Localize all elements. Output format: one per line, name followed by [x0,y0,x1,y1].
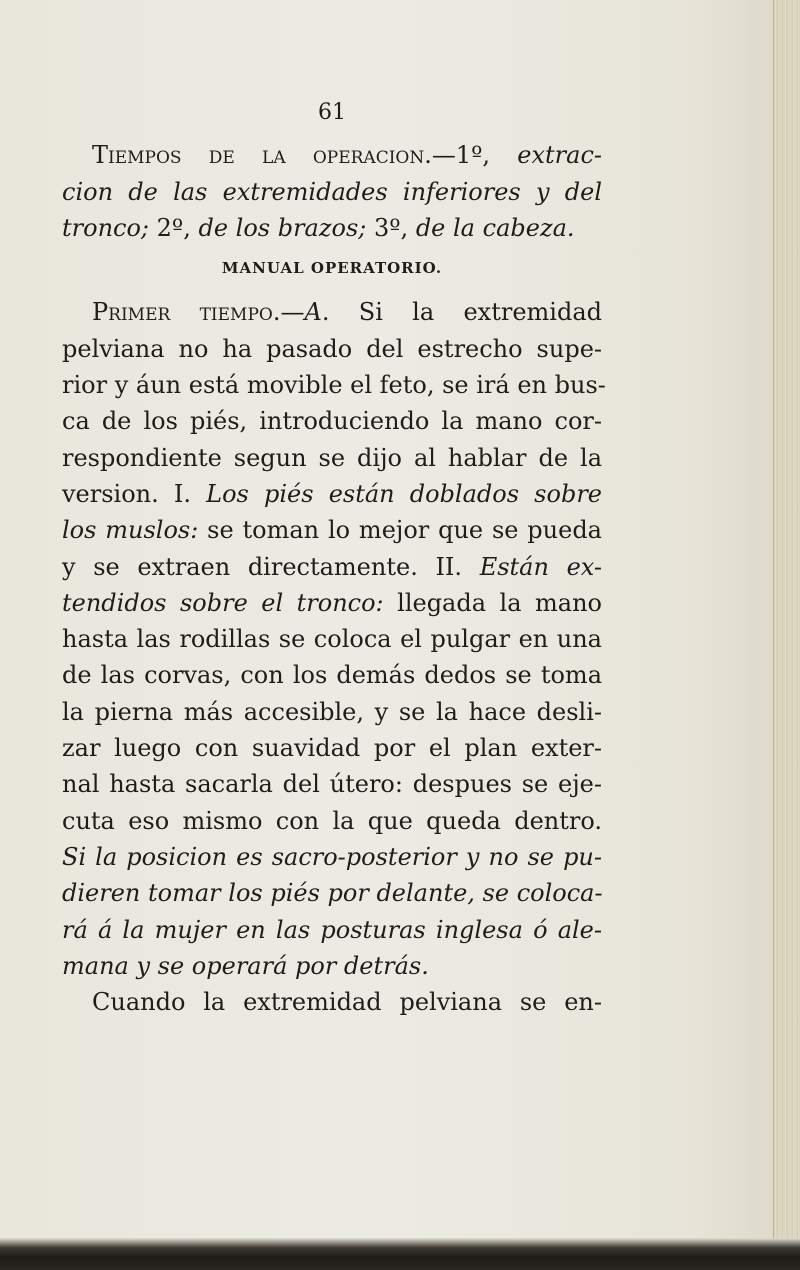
text-line [62,403,602,439]
text-line [62,657,602,693]
text-segment: de las corvas, con los demás dedos se toma [62,661,602,690]
text-segment: 3º, [374,213,416,242]
text-segment: nal hasta sacarla del útero: despues se eje- [62,770,602,799]
text-segment: zar luego con suavidad por el plan exter- [62,734,602,763]
text-segment: los muslos: [62,516,208,545]
section-heading: MANUAL OPERATORIO. [221,259,443,278]
text-line [62,331,602,367]
text-segment: Si la posicion es sacro-posterior y no se pu- [62,842,602,871]
page-number: 61 [318,100,346,125]
text-line [62,512,602,548]
text-segment: tronco; [62,213,157,242]
text-segment: .—1º, [424,141,518,170]
text-segment: la pierna más accesible, y se la hace desli- [62,697,602,726]
text-line [62,210,602,246]
text-line [62,803,602,839]
text-line [62,367,606,403]
text-segment: Los piés están doblados sobre [206,479,602,508]
text-segment: cuta eso mismo con la que queda dentro. [62,806,602,835]
text-line [62,984,602,1020]
text-line [62,912,602,948]
page-edge-bottom [0,1238,800,1270]
text-line [62,137,602,173]
text-segment: de los brazos; [198,213,374,242]
text-segment: tendidos sobre el tronco: [62,588,398,617]
text-segment: llegada la mano [397,588,602,617]
text-line [62,839,602,875]
text-line [62,440,602,476]
body-text [62,137,606,1020]
text-line [62,476,602,512]
text-line [62,875,602,911]
text-segment: extrac- [517,141,602,170]
text-line [62,174,602,210]
text-segment: cion de las extremidades inferiores y del [62,177,602,206]
text-line [62,766,602,802]
text-segment: mana y se operará por detrás. [62,951,429,980]
text-segment: y se extraen directamente. II. [62,552,480,581]
text-segment: Están ex- [479,552,602,581]
text-segment: Primer tiempo [92,298,273,327]
page-edge-right [773,0,800,1240]
text-segment: rior y áun está movible el feto, se irá en bus- [62,371,606,400]
text-segment: 2º, [156,213,199,242]
text-segment: respondiente segun se dijo al hablar de la [62,443,602,472]
text-line [62,585,602,621]
text-segment: version. I. [62,479,207,508]
text-line [62,948,602,984]
text-segment: rá á la mujer en las posturas inglesa ó ale- [62,915,602,944]
text-segment: Cuando la extremidad pelviana se en- [92,988,602,1017]
text-line [62,549,602,585]
text-line [62,621,602,657]
text-segment: .— [272,298,305,327]
text-segment: se toman lo mejor que se pueda [207,516,602,545]
text-line [62,694,602,730]
text-line [62,730,602,766]
page-text [62,95,606,1020]
text-segment: Tiempos de la operacion [92,141,425,170]
text-segment: A [304,298,322,327]
text-segment: hasta las rodillas se coloca el pulgar en una [62,625,602,654]
text-line [62,294,602,330]
text-segment: ca de los piés, introduciendo la mano cor- [62,407,602,436]
text-segment: de la cabeza. [415,213,575,242]
text-segment: . Si la extremidad [321,298,602,327]
text-segment: dieren tomar los piés por delante, se coloca- [62,879,603,908]
text-segment: pelviana no ha pasado del estrecho supe- [62,334,602,363]
